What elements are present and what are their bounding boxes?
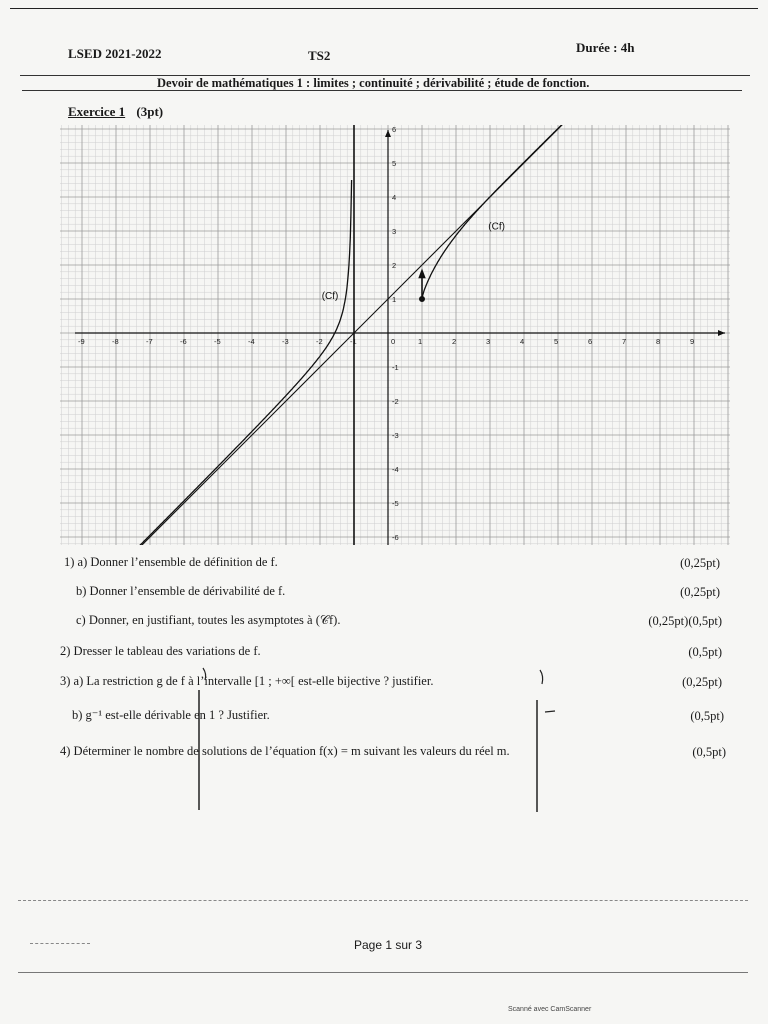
question-3b: b) g⁻¹ est-elle dérivable en 1 ? Justifier. <box>72 708 270 722</box>
y-tick-label: 3 <box>392 227 397 236</box>
scanner-watermark: Scanné avec CamScanner <box>508 1006 592 1013</box>
x-tick-label: 0 <box>391 337 396 346</box>
y-tick-label: 5 <box>392 159 397 168</box>
y-tick-label: -3 <box>392 431 399 440</box>
question-2: 2) Dresser le tableau des variations de f. <box>60 644 261 658</box>
x-tick-label: -2 <box>316 337 323 346</box>
school-year: LSED 2021-2022 <box>68 46 162 61</box>
x-tick-label: 9 <box>690 337 695 346</box>
curve-label-left: (Cf) <box>321 291 339 302</box>
x-tick-label: -3 <box>282 337 289 346</box>
footer-rule-bottom <box>18 972 748 973</box>
pen-tick-2 <box>540 670 543 684</box>
points-3a: (0,25pt) <box>682 675 722 689</box>
points-1b: (0,25pt) <box>680 585 720 599</box>
points-1a: (0,25pt) <box>680 556 720 570</box>
x-tick-label: -6 <box>180 337 187 346</box>
exercise-number: Exercice 1 <box>68 104 126 119</box>
y-tick-label: -4 <box>392 465 399 474</box>
x-tick-label: 4 <box>520 337 525 346</box>
x-tick-label: 5 <box>554 337 559 346</box>
points-1c: (0,25pt)(0,5pt) <box>648 614 722 628</box>
x-tick-label: 2 <box>452 337 457 346</box>
x-tick-label: 8 <box>656 337 661 346</box>
exercise-points: (3pt) <box>136 104 164 119</box>
footer-rule-top <box>18 900 748 901</box>
x-tick-label: -8 <box>112 337 119 346</box>
question-4: 4) Déterminer le nombre de solutions de l’équation f(x) = m suivant les valeurs du réel m. <box>60 744 510 758</box>
x-tick-label: -5 <box>214 337 221 346</box>
x-tick-label: 3 <box>486 337 491 346</box>
page-number: Page 1 sur 3 <box>354 938 423 952</box>
x-tick-label: 7 <box>622 337 627 346</box>
question-1a: 1) a) Donner l’ensemble de définition de f. <box>64 555 278 569</box>
question-1b: b) Donner l’ensemble de dérivabilité de f. <box>76 584 286 598</box>
exam-subtitle: Devoir de mathématiques 1 : limites ; continuité ; dérivabilité ; étude de fonction. <box>157 76 590 90</box>
question-3a: 3) a) La restriction g de f à l’intervalle [1 ; +∞[ est-elle bijective ? justifier. <box>60 674 434 688</box>
curve-label-right: (Cf) <box>488 221 505 233</box>
pen-dash <box>545 711 555 712</box>
question-1c: c) Donner, en justifiant, toutes les asymptotes à (𝒞f). <box>76 613 341 627</box>
y-tick-label: -5 <box>392 499 399 508</box>
points-3b: (0,5pt) <box>690 709 724 723</box>
x-tick-label: -7 <box>146 337 153 346</box>
y-tick-label: -6 <box>392 533 399 542</box>
x-tick-label: 6 <box>588 337 593 346</box>
y-tick-label: 4 <box>392 193 397 202</box>
y-tick-label: -2 <box>392 397 399 406</box>
points-4: (0,5pt) <box>692 745 726 759</box>
footer-rule-mid <box>30 943 90 944</box>
y-tick-label: 6 <box>392 125 397 134</box>
pen-tick-1 <box>203 668 206 680</box>
duration: Durée : 4h <box>576 40 635 55</box>
y-tick-label: -1 <box>392 363 399 372</box>
y-tick-label: 2 <box>392 261 397 270</box>
class-name: TS2 <box>308 48 331 63</box>
x-tick-label: -9 <box>78 337 85 346</box>
x-tick-label: 1 <box>418 337 423 346</box>
x-tick-label: -1 <box>350 337 357 346</box>
y-tick-label: 1 <box>392 295 397 304</box>
points-2: (0,5pt) <box>688 645 722 659</box>
x-tick-label: -4 <box>248 337 255 346</box>
